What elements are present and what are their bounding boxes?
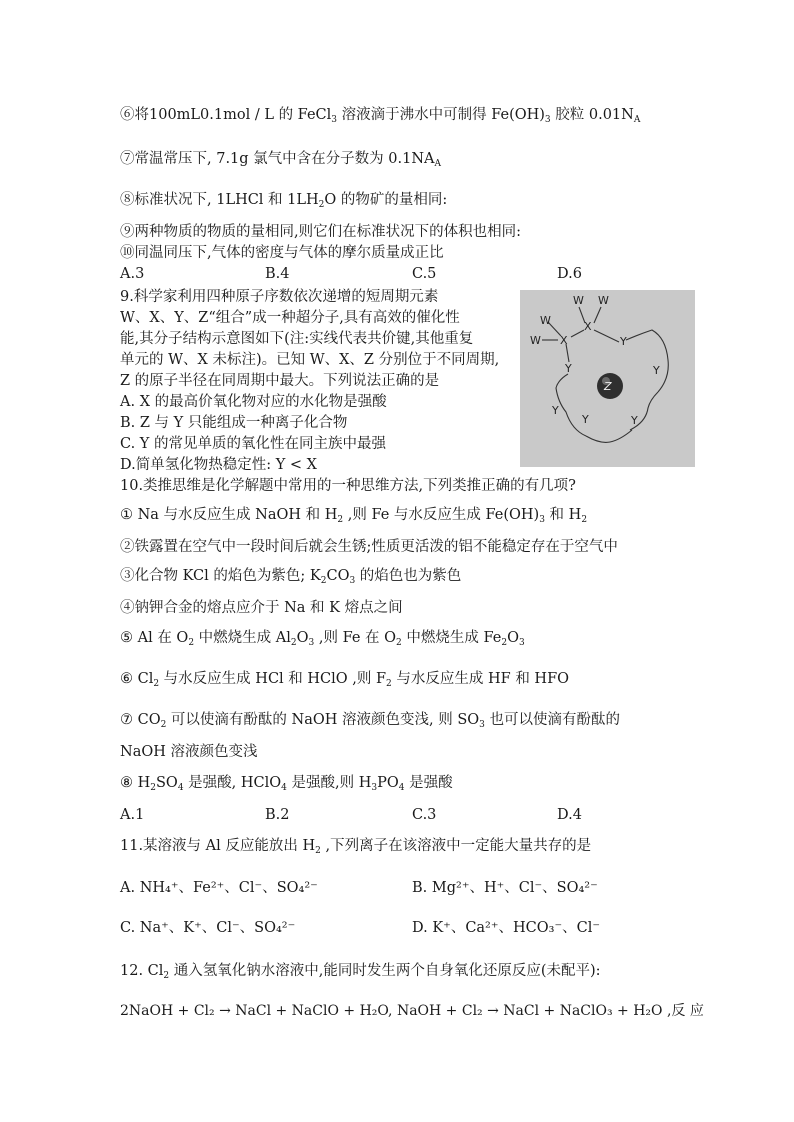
supramolecule-structure-figure bbox=[520, 290, 695, 467]
q10-item-1-text-b: ,则 Fe 与水反应生成 Fe(OH) bbox=[343, 507, 540, 523]
subscript: 2 bbox=[188, 638, 195, 648]
q10-item-8-text-b: SO bbox=[156, 775, 178, 791]
q11-option-c: C. Na⁺、K⁺、Cl⁻、SO₄²⁻ bbox=[120, 920, 296, 936]
q9-stem-line-4: 单元的 W、X 未标注)。已知 W、X、Z 分别位于不同周期, bbox=[120, 352, 500, 368]
q10-item-6-text-a: ⑥ Cl bbox=[120, 671, 154, 687]
q10-option-d: D.4 bbox=[557, 807, 582, 823]
subscript: 2 bbox=[160, 720, 167, 730]
subscript: 2 bbox=[501, 638, 508, 648]
q10-item-7-text-c: 也可以使滴有酚酞的 bbox=[484, 712, 621, 728]
q11-stem-text-b: ,下列离子在该溶液中一定能大量共存的是 bbox=[320, 838, 592, 854]
subscript: 3 bbox=[544, 115, 551, 125]
q10-item-1 bbox=[120, 505, 587, 525]
q8-option-a: A.3 bbox=[120, 266, 145, 282]
y-atom-label: Y bbox=[653, 364, 660, 377]
subscript: 2 bbox=[581, 515, 588, 525]
q11-option-d: D. K⁺、Ca²⁺、HCO₃⁻、Cl⁻ bbox=[412, 920, 600, 936]
q10-item-7-text-b: 可以使滴有酚酞的 NaOH 溶液颜色变浅, 则 SO bbox=[166, 712, 480, 728]
q10-item-7 bbox=[120, 710, 620, 730]
q9-stem-line-5: Z 的原子半径在同周期中最大。下列说法正确的是 bbox=[120, 373, 440, 389]
subscript: 3 bbox=[479, 720, 485, 730]
statement-10: ⑩同温同压下,气体的密度与气体的摩尔质量成正比 bbox=[120, 245, 444, 261]
statement-8 bbox=[120, 190, 447, 210]
q10-item-2: ②铁露置在空气中一段时间后就会生锈;性质更活泼的铝不能稳定存在于空气中 bbox=[120, 539, 618, 555]
subscript: 3 bbox=[539, 515, 545, 525]
y-atom-label: Y bbox=[620, 335, 627, 348]
q10-item-5-text-e: 中燃烧生成 Fe bbox=[401, 630, 502, 646]
subscript: 2 bbox=[320, 576, 327, 586]
q10-option-b: B.2 bbox=[265, 807, 290, 823]
q10-item-1-text-a: ① Na 与水反应生成 NaOH 和 H bbox=[120, 507, 338, 523]
q10-item-3-text-a: ③化合物 KCl 的焰色为紫色; K bbox=[120, 568, 321, 584]
statement-7-text: ⑦常温常压下, 7.1g 氯气中含在分子数为 0.1NA bbox=[120, 151, 435, 167]
subscript: 2 bbox=[315, 846, 321, 856]
q10-stem: 10.类推思维是化学解题中常用的一种思维方法,下列类推正确的有几项? bbox=[120, 478, 576, 494]
subscript: 2 bbox=[386, 679, 392, 689]
subscript: 2 bbox=[396, 638, 402, 648]
statement-8-text-a: ⑧标准状况下, 1LHCl 和 1LH bbox=[120, 192, 319, 208]
subscript: 2 bbox=[163, 971, 170, 981]
statement-6 bbox=[120, 105, 640, 125]
statement-8-text-b: O 的物矿的量相同: bbox=[324, 192, 448, 208]
q9-option-d: D.简单氢化物热稳定性: Y < X bbox=[120, 457, 317, 473]
subscript: 3 bbox=[518, 638, 525, 648]
q12-stem-text-a: 12. Cl bbox=[120, 963, 164, 979]
q10-item-5 bbox=[120, 628, 525, 648]
q10-item-8-text-d: 是强酸,则 H bbox=[286, 775, 372, 791]
q10-item-6 bbox=[120, 669, 569, 689]
q9-option-b: B. Z 与 Y 只能组成一种离子化合物 bbox=[120, 415, 348, 431]
q10-item-4: ④钠钾合金的熔点应介于 Na 和 K 熔点之间 bbox=[120, 600, 403, 616]
q10-item-5-text-c: O bbox=[296, 630, 309, 646]
q10-item-7-line-2: NaOH 溶液颜色变浅 bbox=[120, 744, 258, 760]
statement-6-text-c: 胶粒 0.01N bbox=[550, 107, 634, 123]
q12-stem-text-b: 通入氢氧化钠水溶液中,能同时发生两个自身氧化还原反应(未配平): bbox=[169, 963, 601, 979]
q10-item-5-text-a: ⑤ Al 在 O bbox=[120, 630, 189, 646]
subscript: 3 bbox=[349, 576, 356, 586]
q12-stem bbox=[120, 961, 601, 981]
subscript: 4 bbox=[177, 783, 184, 793]
q12-equations: 2NaOH + Cl₂ → NaCl + NaClO + H₂O, NaOH + Cl₂ → NaCl + NaClO₃ + H₂O ,反 应 bbox=[120, 1003, 704, 1019]
q10-item-8-text-a: ⑧ H bbox=[120, 775, 151, 791]
w-atom-label: W bbox=[540, 314, 551, 327]
q10-item-3 bbox=[120, 566, 461, 586]
w-atom-label: W bbox=[573, 294, 584, 307]
subscript: 2 bbox=[153, 679, 160, 689]
subscript: 3 bbox=[331, 115, 337, 125]
q10-item-6-text-b: 与水反应生成 HCl 和 HClO ,则 F bbox=[159, 671, 387, 687]
q10-item-8-text-f: 是强酸 bbox=[404, 775, 453, 791]
q10-item-5-text-b: 中燃烧生成 Al bbox=[194, 630, 291, 646]
subscript: 2 bbox=[290, 638, 297, 648]
q10-item-7-text-a: ⑦ CO bbox=[120, 712, 161, 728]
y-atom-label: Y bbox=[565, 362, 572, 375]
q11-stem-text-a: 11.某溶液与 Al 反应能放出 H bbox=[120, 838, 316, 854]
y-atom-label: Y bbox=[582, 413, 589, 426]
z-atom-label: Z bbox=[604, 380, 612, 393]
subscript: 2 bbox=[150, 783, 156, 793]
q10-item-1-text-c: 和 H bbox=[544, 507, 582, 523]
q10-item-6-text-c: 与水反应生成 HF 和 HFO bbox=[391, 671, 570, 687]
q10-item-5-text-f: O bbox=[507, 630, 519, 646]
q10-item-8-text-e: PO bbox=[377, 775, 399, 791]
statement-6-text-a: ⑥将100mL0.1mol / L 的 FeCl bbox=[120, 107, 332, 123]
statement-7 bbox=[120, 149, 441, 169]
q10-item-5-text-d: ,则 Fe 在 O bbox=[314, 630, 397, 646]
subscript: 4 bbox=[398, 783, 405, 793]
q10-item-3-text-c: 的焰色也为紫色 bbox=[355, 568, 462, 584]
q10-option-a: A.1 bbox=[120, 807, 145, 823]
q9-stem-line-3: 能,其分子结构示意图如下(注:实线代表共价键,其他重复 bbox=[120, 331, 474, 347]
q9-option-a: A. X 的最高价氧化物对应的水化物是强酸 bbox=[120, 394, 387, 410]
w-atom-label: W bbox=[598, 294, 609, 307]
w-atom-label: W bbox=[530, 334, 541, 347]
statement-9: ⑨两种物质的物质的量相同,则它们在标准状况下的体积也相同: bbox=[120, 224, 521, 240]
subscript: 3 bbox=[308, 638, 315, 648]
x-atom-label: X bbox=[584, 320, 592, 333]
subscript: 4 bbox=[281, 783, 287, 793]
y-atom-label: Y bbox=[631, 414, 638, 427]
q9-stem-line-1: 9.科学家利用四种原子序数依次递增的短周期元素 bbox=[120, 289, 439, 305]
structure-diagram bbox=[520, 290, 695, 467]
q10-item-8-text-c: 是强酸, HClO bbox=[183, 775, 282, 791]
q9-stem-line-2: W、X、Y、Z“组合”成一种超分子,具有高效的催化性 bbox=[120, 310, 460, 326]
q8-option-c: C.5 bbox=[412, 266, 437, 282]
q10-item-8 bbox=[120, 773, 453, 793]
q10-item-3-text-b: CO bbox=[326, 568, 350, 584]
q11-stem bbox=[120, 836, 591, 856]
q8-option-d: D.6 bbox=[557, 266, 582, 282]
subscript: 3 bbox=[371, 783, 378, 793]
q8-option-b: B.4 bbox=[265, 266, 290, 282]
q11-option-b: B. Mg²⁺、H⁺、Cl⁻、SO₄²⁻ bbox=[412, 880, 598, 896]
subscript: A bbox=[633, 115, 641, 125]
q10-option-c: C.3 bbox=[412, 807, 437, 823]
x-atom-label: X bbox=[560, 334, 568, 347]
q11-option-a: A. NH₄⁺、Fe²⁺、Cl⁻、SO₄²⁻ bbox=[120, 880, 318, 896]
subscript: 2 bbox=[318, 200, 325, 210]
subscript: 2 bbox=[337, 515, 344, 525]
subscript: A bbox=[434, 159, 441, 169]
y-atom-label: Y bbox=[552, 404, 559, 417]
statement-6-text-b: 溶液滴于沸水中可制得 Fe(OH) bbox=[337, 107, 545, 123]
q9-option-c: C. Y 的常见单质的氧化性在同主族中最强 bbox=[120, 436, 386, 452]
